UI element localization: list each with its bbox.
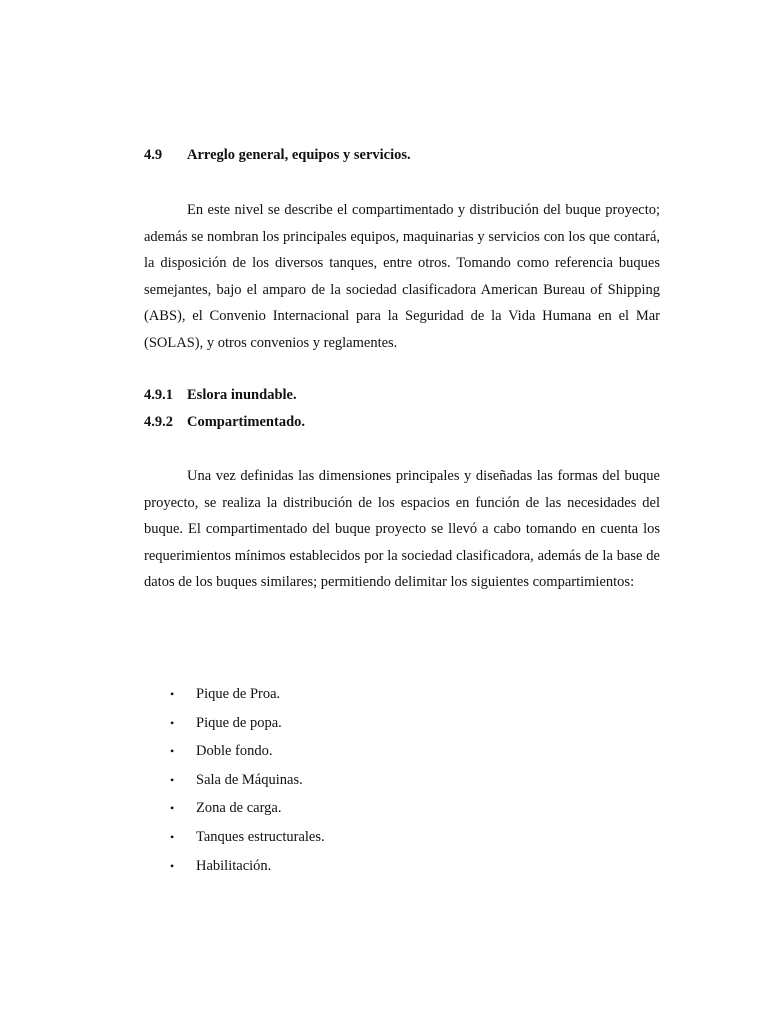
list-item-text: Pique de popa. [196, 714, 282, 731]
bullet-icon: • [170, 687, 175, 701]
list-item-text: Sala de Máquinas. [196, 771, 303, 788]
section-number: 4.9.2 [144, 414, 173, 430]
bullet-icon: • [170, 715, 175, 730]
list-item [144, 766, 325, 795]
bullet-icon: • [170, 744, 175, 759]
paragraph-intro: En este nivel se describe el compartimentado y distribución del buque proyecto; además se nombran los principales equipos, maquinarias y servicios con los que contará, la disposición de los diversos tanques, entre otros. Tomando como referencia buques semejantes, bajo el amparo de la sociedad clasificadora American Bureau of Shipping (ABS), el Convenio Internacional para la Seguridad de la Vida Humana en el Mar (SOLAS), y otros convenios y reglamentes. [144, 202, 660, 351]
bullet-icon: • [170, 829, 175, 844]
bullet-icon: • [170, 801, 175, 816]
list-item [144, 852, 325, 881]
bullet-icon: • [170, 858, 175, 873]
list-item [144, 737, 325, 766]
list-item [144, 823, 325, 852]
section-heading-4-9-2 [144, 414, 305, 431]
list-item-text: Doble fondo. [196, 743, 273, 760]
section-heading-4-9 [144, 147, 411, 164]
section-number: 4.9.1 [144, 387, 173, 403]
list-item [144, 709, 325, 738]
section-number: 4.9 [144, 147, 163, 163]
bullet-icon: • [170, 772, 175, 787]
list-item [144, 794, 325, 823]
compartment-list [144, 680, 325, 880]
section-title: Eslora inundable. [187, 387, 297, 403]
section-title: Compartimentado. [187, 414, 306, 430]
list-item [144, 680, 325, 709]
list-item-text: Pique de Proa. [196, 686, 281, 702]
list-item-text: Tanques estructurales. [196, 828, 325, 845]
section-title: Arreglo general, equipos y servicios. [187, 147, 411, 163]
list-item-text: Zona de carga. [196, 800, 282, 817]
section-heading-4-9-1 [144, 387, 297, 404]
list-item-text: Habilitación. [196, 857, 272, 874]
paragraph-compartments: Una vez definidas las dimensiones principales y diseñadas las formas del buque proyecto, se realiza la distribución de los espacios en función de las necesidades del buque. El compartimentado del buque proyecto se llevó a cabo tomando en cuenta los requerimientos mínimos establecidos por la sociedad clasificadora, además de la base de datos de los buques similares; permitiendo delimitar los siguientes compartimientos: [144, 468, 660, 590]
